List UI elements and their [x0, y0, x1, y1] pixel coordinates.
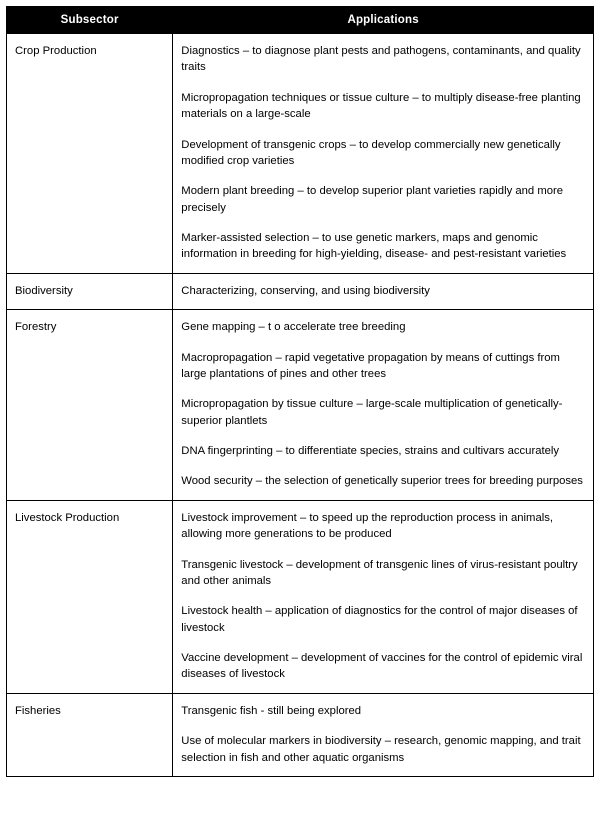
cell-applications	[173, 693, 594, 776]
application-item: Characterizing, conserving, and using biodiversity	[181, 284, 430, 297]
cell-subsector: Fisheries	[7, 693, 173, 776]
cell-applications	[173, 500, 594, 693]
table-row	[7, 693, 594, 776]
column-header-applications: Applications	[173, 7, 594, 34]
application-item: Micropropagation by tissue culture – large-scale multiplication of genetically-superior plantlets	[181, 398, 563, 427]
column-header-subsector: Subsector	[7, 7, 173, 34]
table-row	[7, 34, 594, 274]
application-item: Marker-assisted selection – to use genetic markers, maps and genomic information in breeding for high-yielding, disease- and pest-resistant varieties	[181, 232, 567, 261]
cell-applications	[173, 273, 594, 309]
table-row	[7, 273, 594, 309]
application-item: Livestock health – application of diagnostics for the control of major diseases of livestock	[181, 605, 578, 634]
application-item: Transgenic livestock – development of transgenic lines of virus-resistant poultry and other animals	[181, 558, 578, 587]
cell-subsector: Crop Production	[7, 34, 173, 274]
header-row	[7, 7, 594, 34]
application-item: Gene mapping – t o accelerate tree breeding	[181, 321, 406, 334]
application-item: Modern plant breeding – to develop superior plant varieties rapidly and more precisely	[181, 185, 564, 214]
cell-applications	[173, 34, 594, 274]
cell-subsector: Biodiversity	[7, 273, 173, 309]
table-row	[7, 500, 594, 693]
subsector-applications-table	[6, 6, 594, 777]
table-row	[7, 310, 594, 501]
table-body	[7, 34, 594, 777]
application-item: Development of transgenic crops – to develop commercially new genetically modified crop varieties	[181, 138, 561, 167]
application-item: Diagnostics – to diagnose plant pests and pathogens, contaminants, and quality traits	[181, 45, 581, 74]
application-item: Transgenic fish - still being explored	[181, 704, 362, 717]
cell-subsector: Livestock Production	[7, 500, 173, 693]
application-item: Micropropagation techniques or tissue culture – to multiply disease-free planting materials on a large-scale	[181, 91, 581, 121]
table-header	[7, 7, 594, 34]
application-item: Vaccine development – development of vaccines for the control of epidemic viral diseases of livestock	[181, 652, 583, 681]
application-item: Use of molecular markers in biodiversity – research, genomic mapping, and trait selection in fish and other aquatic organisms	[181, 735, 581, 764]
application-item: DNA fingerprinting – to differentiate species, strains and cultivars accurately	[181, 445, 560, 457]
application-item: Livestock improvement – to speed up the reproduction process in animals, allowing more generations to be produced	[181, 511, 554, 541]
cell-applications	[173, 310, 594, 501]
cell-subsector: Forestry	[7, 310, 173, 501]
application-item: Macropropagation – rapid vegetative propagation by means of cuttings from large plantations of pines and other trees	[181, 351, 560, 380]
application-item: Wood security – the selection of genetically superior trees for breeding purposes	[181, 475, 583, 488]
